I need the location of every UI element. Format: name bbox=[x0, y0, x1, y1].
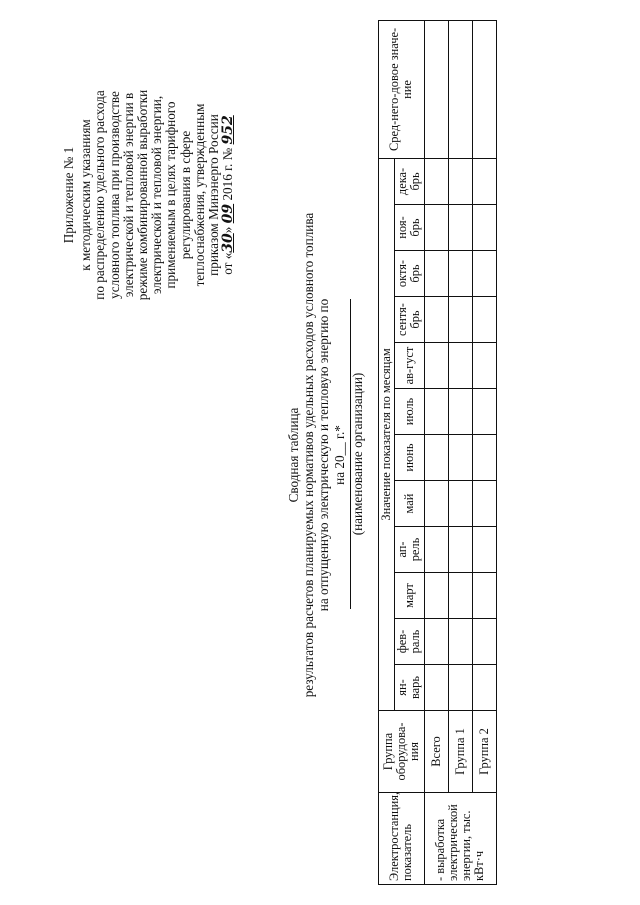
title-line: на отпущенную электрическую и тепловую энергию по bbox=[316, 298, 332, 612]
title-line: результатов расчетов планируемых нормативов удельных расходов условного топлива bbox=[301, 212, 317, 698]
value-cell bbox=[424, 20, 448, 158]
value-cell bbox=[472, 619, 496, 665]
appendix-line: режиме комбинированной выработки bbox=[135, 89, 151, 301]
table-row bbox=[472, 20, 496, 884]
value-cell bbox=[424, 619, 448, 665]
value-cell bbox=[424, 343, 448, 389]
table-row bbox=[448, 20, 472, 884]
month-header: июль bbox=[395, 389, 424, 435]
date-month-handwritten: 09 bbox=[220, 203, 237, 224]
value-cell bbox=[472, 20, 496, 158]
value-cell bbox=[472, 573, 496, 619]
group-cell: Всего bbox=[424, 711, 448, 793]
month-header: май bbox=[395, 481, 424, 527]
header-row-1 bbox=[379, 20, 395, 884]
date-year: 2016 г. № bbox=[220, 147, 236, 201]
title-line: Сводная таблица bbox=[286, 407, 301, 503]
group-column-header: Группа оборудова-ния bbox=[379, 711, 425, 793]
value-cell bbox=[472, 389, 496, 435]
value-cell bbox=[472, 343, 496, 389]
value-cell bbox=[424, 481, 448, 527]
month-header: сентя-брь bbox=[395, 297, 424, 343]
appendix-line: условного топлива при производстве bbox=[106, 91, 122, 299]
value-cell bbox=[472, 158, 496, 204]
table-row bbox=[424, 20, 448, 884]
months-header: Значение показателя по месяцам bbox=[379, 158, 395, 710]
order-number-handwritten: 952 bbox=[220, 115, 237, 145]
date-prefix: от « bbox=[220, 252, 236, 275]
group-cell: Группа 1 bbox=[448, 711, 472, 793]
month-header: июнь bbox=[395, 435, 424, 481]
value-cell bbox=[472, 205, 496, 251]
appendix-line: теплоснабжения, утвержденным bbox=[191, 103, 207, 287]
title-line: на 20__ г.* bbox=[331, 425, 347, 485]
appendix-title: Приложение № 1 bbox=[61, 146, 76, 244]
value-cell bbox=[472, 665, 496, 711]
value-cell bbox=[472, 435, 496, 481]
value-cell bbox=[448, 481, 472, 527]
month-header: дека-брь bbox=[395, 158, 424, 204]
value-cell bbox=[424, 435, 448, 481]
appendix-line: регулирования в сфере bbox=[177, 130, 193, 260]
appendix-block bbox=[62, 45, 235, 345]
month-header: ап-рель bbox=[395, 527, 424, 573]
month-header: ноя-брь bbox=[395, 205, 424, 251]
date-day-handwritten: 30 bbox=[220, 233, 237, 253]
summary-table bbox=[378, 20, 497, 885]
average-column-header: Сред-него-довое значе-ние bbox=[379, 20, 425, 158]
value-cell bbox=[472, 481, 496, 527]
month-header: ян-варь bbox=[395, 665, 424, 711]
order-date-line bbox=[221, 45, 235, 345]
value-cell bbox=[448, 158, 472, 204]
value-cell bbox=[472, 527, 496, 573]
value-cell bbox=[448, 619, 472, 665]
appendix-line: электрической и тепловой энергии, bbox=[149, 95, 165, 295]
value-cell bbox=[448, 435, 472, 481]
value-cell bbox=[424, 297, 448, 343]
appendix-line: применяемым в целях тарифного bbox=[163, 101, 179, 289]
group-cell: Группа 2 bbox=[472, 711, 496, 793]
value-cell bbox=[448, 389, 472, 435]
value-cell bbox=[448, 297, 472, 343]
value-cell bbox=[448, 205, 472, 251]
appendix-line: электрической и тепловой энергии в bbox=[120, 92, 136, 298]
appendix-line: к методическим указаниям bbox=[78, 119, 94, 271]
value-cell bbox=[424, 205, 448, 251]
value-cell bbox=[424, 389, 448, 435]
indicator-cell: - выработка электрической энергии, тыс. кВт·ч bbox=[424, 793, 496, 885]
value-cell bbox=[472, 297, 496, 343]
station-column-header: Электростанция, показатель bbox=[379, 793, 425, 885]
value-cell bbox=[448, 665, 472, 711]
table-title-block bbox=[286, 195, 347, 715]
appendix-line: по распределению удельного расхода bbox=[92, 90, 108, 300]
value-cell bbox=[424, 158, 448, 204]
value-cell bbox=[424, 251, 448, 297]
month-header: ав-густ bbox=[395, 343, 424, 389]
value-cell bbox=[448, 20, 472, 158]
organization-name-caption: (наименование организации) bbox=[350, 299, 375, 609]
month-header: март bbox=[395, 573, 424, 619]
appendix-line: приказом Минэнерго России bbox=[206, 114, 222, 276]
date-mid: » bbox=[220, 226, 236, 234]
value-cell bbox=[424, 573, 448, 619]
value-cell bbox=[448, 251, 472, 297]
value-cell bbox=[448, 343, 472, 389]
month-header: фев-раль bbox=[395, 619, 424, 665]
value-cell bbox=[424, 527, 448, 573]
value-cell bbox=[472, 251, 496, 297]
value-cell bbox=[448, 573, 472, 619]
value-cell bbox=[448, 527, 472, 573]
value-cell bbox=[424, 665, 448, 711]
month-header: октя-брь bbox=[395, 251, 424, 297]
